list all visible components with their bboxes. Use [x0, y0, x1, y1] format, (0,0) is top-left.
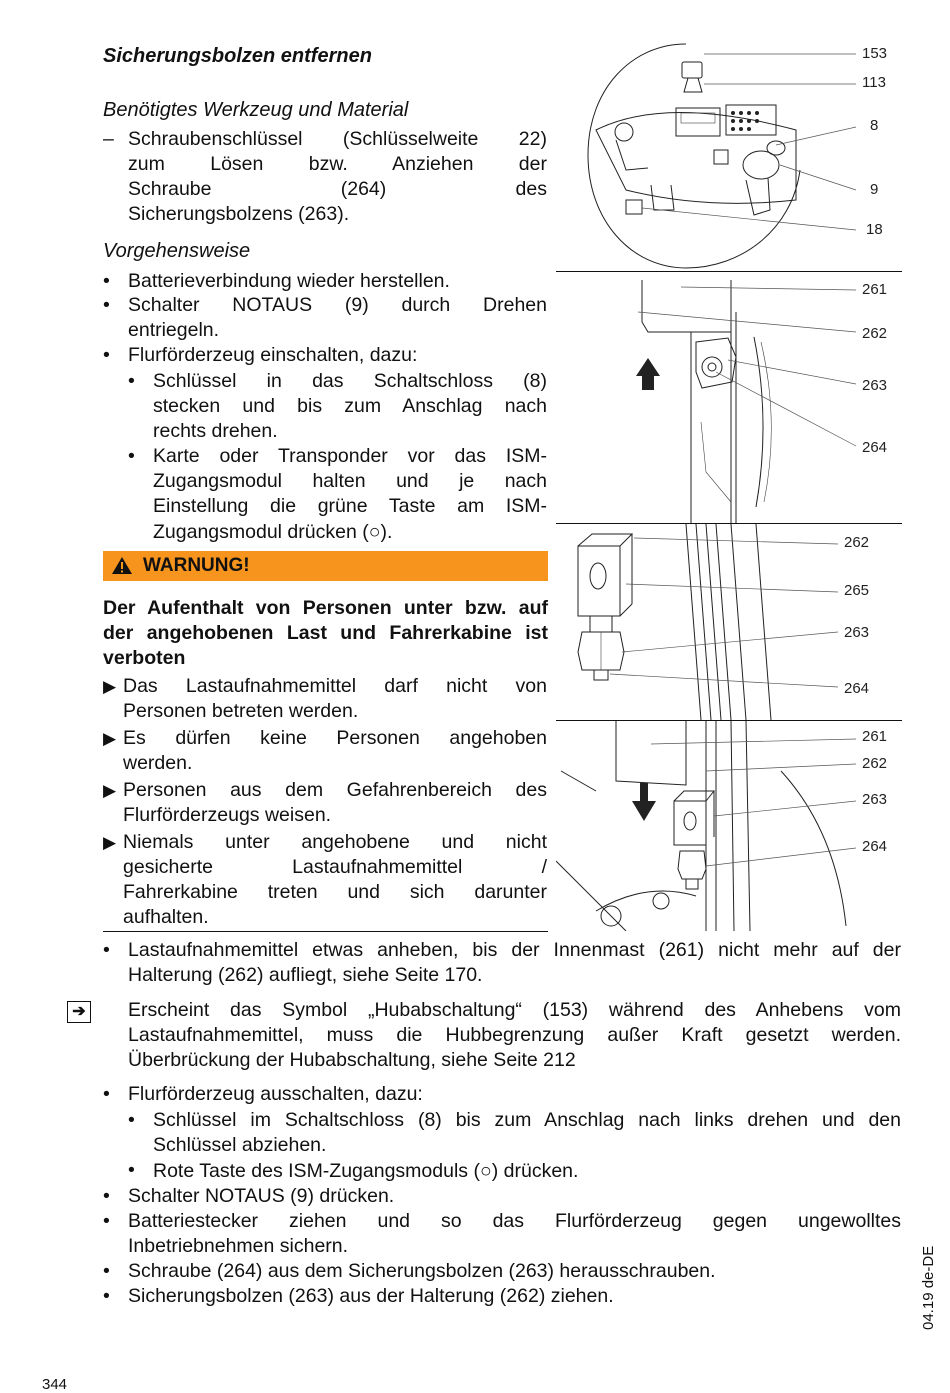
sub-bullet: •: [128, 370, 135, 392]
tools-line: Sicherungsbolzens (263).: [128, 203, 350, 225]
callout-label: 262: [862, 755, 888, 772]
callout-label: 9: [870, 181, 879, 198]
bullet: •: [103, 1083, 110, 1105]
final-step-line: Batteriestecker ziehen und so das Flurförderzeug gegen ungewolltes: [128, 1210, 901, 1232]
substep-line: Zugangsmodul drücken (○).: [153, 521, 393, 543]
tools-heading: Benötigtes Werkzeug und Material: [103, 99, 409, 121]
tools-line: zum Lösen bzw. Anziehen der: [128, 153, 547, 175]
warning-item: [123, 830, 547, 930]
sub-bullet: •: [128, 1159, 135, 1181]
callout-label: 265: [844, 582, 870, 599]
substep-line: rechts drehen.: [153, 420, 278, 442]
substep-line: Schlüssel in das Schaltschloss (8): [153, 370, 547, 392]
lift-step-line: Halterung (262) aufliegt, siehe Seite 170.: [128, 964, 483, 986]
version-text: 04.19 de-DE: [920, 1245, 937, 1330]
callout-label: 263: [844, 624, 870, 641]
bullet: •: [103, 270, 110, 292]
page-number: 344: [42, 1376, 68, 1393]
substep-line: Karte oder Transponder vor das ISM-: [153, 445, 547, 467]
callout-label: 113: [862, 74, 886, 91]
warning-heading-line: der angehobenen Last und Fahrerkabine ist: [103, 622, 548, 644]
final-step-line: Inbetriebnehmen sichern.: [128, 1235, 349, 1257]
callout-label: 262: [844, 534, 870, 551]
sub-bullet: •: [128, 445, 135, 467]
bullet: •: [103, 1260, 110, 1282]
procedure-step: Flurförderzeug einschalten, dazu:: [128, 344, 418, 366]
warning-item-line: aufhalten.: [123, 906, 209, 928]
warning-item: [123, 674, 547, 724]
procedure-heading: Vorgehensweise: [103, 240, 251, 262]
warning-heading-line: verboten: [103, 647, 186, 669]
lift-step-line: Lastaufnahmemittel etwas anheben, bis der Innenmast (261) nicht mehr auf der: [128, 939, 901, 961]
procedure-step: [128, 293, 547, 343]
callout-label: 264: [862, 838, 888, 855]
warning-item-line: Niemals unter angehobene und nicht: [123, 831, 547, 853]
final-step: [128, 1209, 901, 1259]
figure-mast-lowered: [556, 272, 906, 524]
callout-label: 262: [862, 325, 888, 342]
warning-item-line: gesicherte Lastaufnahmemittel /: [123, 856, 547, 878]
final-step: Schalter NOTAUS (9) drücken.: [128, 1185, 395, 1207]
final-step: Schraube (264) aus dem Sicherungsbolzen (263) herausschrauben.: [128, 1260, 716, 1282]
warning-arrow-icon: ▶: [103, 677, 117, 696]
section-title: Sicherungsbolzen entfernen: [103, 45, 372, 67]
tools-line: Schraubenschlüssel (Schlüsselweite 22): [128, 128, 547, 150]
final-substep-line: Schlüssel im Schaltschloss (8) bis zum Anschlag nach links drehen und den: [153, 1109, 901, 1131]
warning-bar: [103, 551, 548, 581]
substep-line: Einstellung die grüne Taste am ISM-: [153, 495, 547, 517]
procedure-substep: [153, 444, 547, 545]
warning-arrow-icon: ▶: [103, 833, 117, 852]
final-step: Sicherungsbolzen (263) aus der Halterung (262) ziehen.: [128, 1285, 614, 1307]
final-substep-line: Schlüssel abziehen.: [153, 1134, 327, 1156]
final-step: Flurförderzeug ausschalten, dazu:: [128, 1083, 423, 1105]
bullet: •: [103, 1285, 110, 1307]
warning-arrow-icon: ▶: [103, 729, 117, 748]
bullet: •: [103, 1185, 110, 1207]
step-line: entriegeln.: [128, 319, 220, 341]
version-label: [920, 1245, 950, 1360]
bullet: •: [103, 939, 110, 961]
note-text: [128, 998, 901, 1073]
callout-label: 264: [862, 439, 888, 456]
warning-heading-line: Der Aufenthalt von Personen unter bzw. auf: [103, 597, 548, 619]
note-arrow-icon: ➔: [67, 1001, 91, 1023]
final-substep: [153, 1108, 901, 1158]
procedure-substep: [153, 369, 547, 444]
warning-item-line: Es dürfen keine Personen angehoben: [123, 727, 547, 749]
bullet: •: [103, 294, 110, 316]
step-line: Schalter NOTAUS (9) durch Drehen: [128, 294, 547, 316]
final-substep: Rote Taste des ISM-Zugangsmoduls (○) drücken.: [153, 1160, 579, 1182]
tools-line: Schraube (264) des: [128, 178, 547, 200]
sub-bullet: •: [128, 1109, 135, 1131]
callout-label: 8: [870, 117, 879, 134]
callout-label: 264: [844, 680, 870, 697]
tools-list-item: [128, 127, 547, 227]
figure-console: [556, 40, 906, 272]
callout-label: 153: [862, 45, 888, 62]
warning-heading: [103, 596, 548, 671]
figure-mast-lifted: [556, 721, 906, 931]
substep-line: stecken und bis zum Anschlag nach: [153, 395, 547, 417]
note-line: Überbrückung der Hubabschaltung, siehe Seite 212: [128, 1049, 576, 1071]
bullet: •: [103, 1210, 110, 1232]
warning-item-line: Das Lastaufnahmemittel darf nicht von: [123, 675, 547, 697]
warning-item-line: Flurförderzeugs weisen.: [123, 804, 332, 826]
warning-item-line: Personen aus dem Gefahrenbereich des: [123, 779, 547, 801]
procedure-step: Batterieverbindung wieder herstellen.: [128, 270, 450, 292]
note-line: Erscheint das Symbol „Hubabschaltung“ (153) während des Anhebens vom: [128, 999, 901, 1021]
callout-label: 261: [862, 281, 888, 298]
warning-end-rule: [103, 931, 548, 932]
note-line: Lastaufnahmemittel, muss die Hubbegrenzung außer Kraft gesetzt werden.: [128, 1024, 901, 1046]
warning-label: WARNUNG!: [143, 555, 250, 576]
warning-item-line: Fahrerkabine treten und sich darunter: [123, 881, 547, 903]
warning-arrow-icon: ▶: [103, 781, 117, 800]
callout-label: 263: [862, 791, 888, 808]
substep-line: Zugangsmodul halten und je nach: [153, 470, 547, 492]
warning-item-line: werden.: [123, 752, 193, 774]
warning-item: [123, 726, 547, 776]
warning-triangle-icon: [111, 556, 133, 575]
callout-label: 18: [866, 221, 883, 238]
lift-step: [128, 938, 901, 988]
warning-item: [123, 778, 547, 828]
callout-label: 261: [862, 728, 888, 745]
warning-item-line: Personen betreten werden.: [123, 700, 359, 722]
bullet: •: [103, 344, 110, 366]
tools-dash: –: [103, 128, 114, 150]
callout-label: 263: [862, 377, 888, 394]
